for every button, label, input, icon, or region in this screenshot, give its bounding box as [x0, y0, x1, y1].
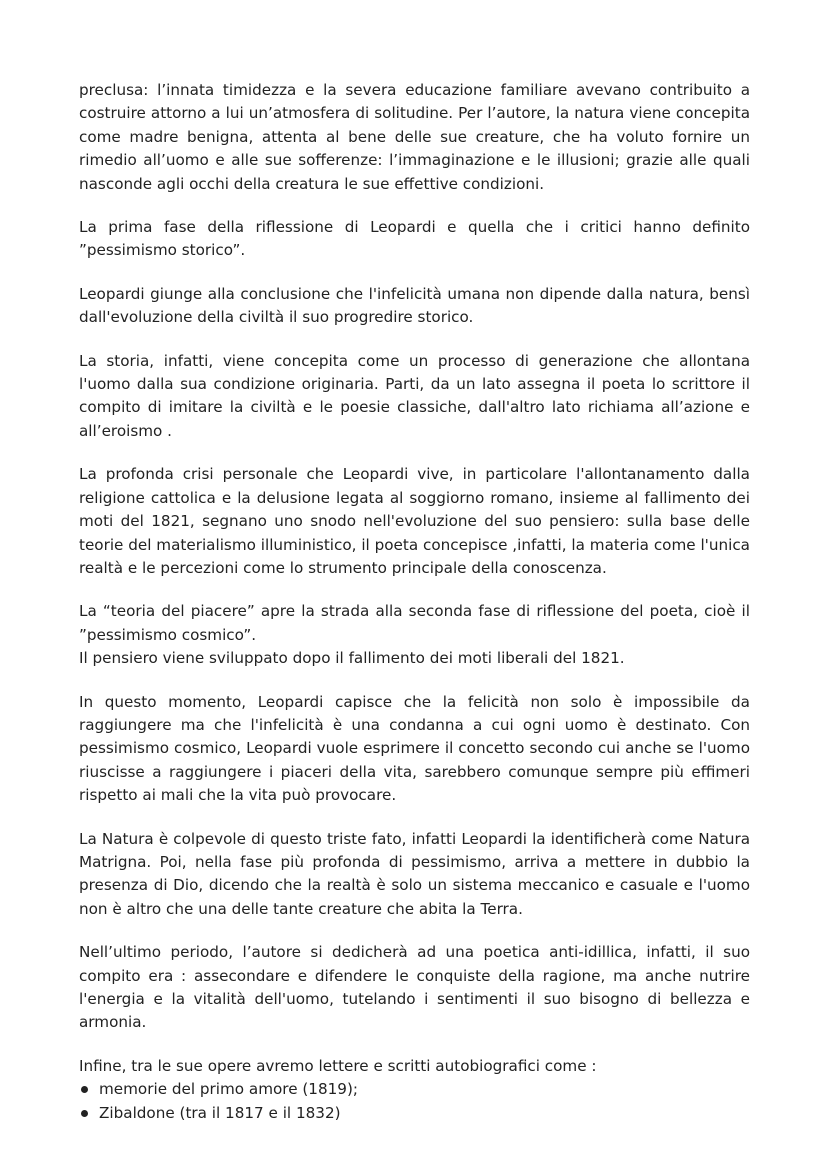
document-page [79, 79, 750, 1125]
paragraph-crisi-personale: La profonda crisi personale che Leopardi vive, in particolare l'allontanamento dalla religione cattolica e la delusione legata al soggiorno romano, insieme al fallimento dei moti del 1821, segnano uno snodo nell'evoluzione del suo pensiero: sulla base delle teorie del materialismo illuministico, il poeta concepisce ,infatti, la materia come l'unica realtà e le percezioni come lo strumento principale della conoscenza. [79, 465, 750, 577]
paragraph-natura-benigna: preclusa: l’innata timidezza e la severa educazione familiare avevano contribuito a costruire attorno a lui un’atmosfera di solitudine. Per l’autore, la natura viene concepita come madre benigna, attenta al bene delle sue creature, che ha voluto fornire un rimedio all’uomo e alle sue sofferenze: l’immaginazione e le illusioni; grazie alle quali nasconde agli occhi della creatura le sue effettive condizioni. [79, 81, 750, 193]
list-item-text: Zibaldone (tra il 1817 e il 1832) [99, 1103, 341, 1122]
bullet-icon [81, 1086, 88, 1093]
list-item [79, 1102, 750, 1125]
works-intro: Infine, tra le sue opere avremo lettere e scritti autobiografici come : [79, 1056, 597, 1075]
paragraph-pessimismo-cosmico: In questo momento, Leopardi capisce che la felicità non solo è impossibile da raggiungere ma che l'infelicità è una condanna a cui ogni uomo è destinato. Con pessimismo cosmico, Leopardi vuole esprimere il concetto secondo cui anche se l'uomo riuscisse a raggiungere i piaceri della vita, sarebbero comunque sempre più effimeri rispetto ai mali che la vita può provocare. [79, 692, 750, 805]
paragraph-pessimismo-storico: La prima fase della riflessione di Leopardi e quella che i critici hanno definito ”pessimismo storico”. [79, 218, 750, 260]
paragraph-storia: La storia, infatti, viene concepita come un processo di generazione che allontana l'uomo dalla sua condizione originaria. Parti, da un lato assegna il poeta lo scrittore il compito di imitare la civiltà e le poesie classiche, dall'altro lato richiama all’azione e all’eroismo . [79, 351, 750, 440]
paragraph-natura-matrigna: La Natura è colpevole di questo triste fato, infatti Leopardi la identificherà come Natura Matrigna. Poi, nella fase più profonda di pessimismo, arriva a mettere in dubbio la presenza di Dio, dicendo che la realtà è solo un sistema meccanico e casuale e l'uomo non è altro che una delle tante creature che abita la Terra. [79, 829, 750, 918]
bullet-icon [81, 1110, 88, 1117]
teoria-piacere-line: La “teoria del piacere” apre la strada alla seconda fase di riflessione del poeta, cioè il ”pessimismo cosmico”. [79, 602, 750, 644]
paragraph-teoria-piacere [79, 600, 750, 670]
works-section [79, 1055, 750, 1125]
paragraph-infelicita: Leopardi giunge alla conclusione che l'infelicità umana non dipende dalla natura, bensì dall'evoluzione della civiltà il suo progredire storico. [79, 284, 750, 327]
list-item [79, 1078, 750, 1101]
list-item-text: memorie del primo amore (1819); [99, 1080, 359, 1099]
works-list [79, 1078, 750, 1125]
pensiero-line: Il pensiero viene sviluppato dopo il fallimento dei moti liberali del 1821. [79, 649, 625, 668]
paragraph-ultimo-periodo: Nell’ultimo periodo, l’autore si dedicherà ad una poetica anti-idillica, infatti, il suo compito era : assecondare e difendere le conquiste della ragione, ma anche nutrire l'energia e la vitalità dell'uomo, tutelando i sentimenti il suo bisogno di bellezza e armonia. [79, 943, 750, 1032]
